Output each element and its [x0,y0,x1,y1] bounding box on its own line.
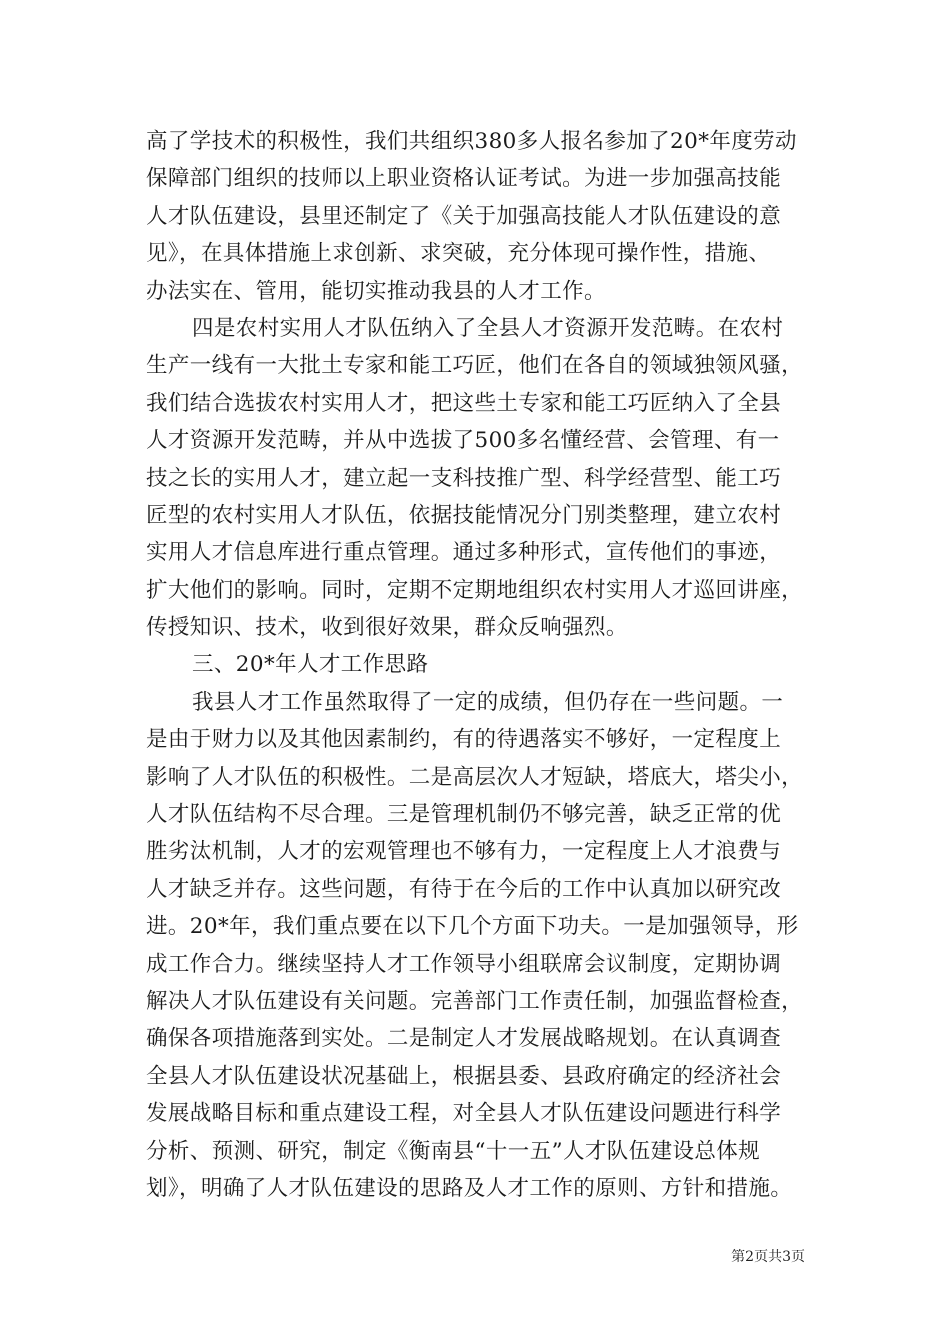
text-line: 影响了人才队伍的积极性。二是高层次人才短缺，塔底大，塔尖小， [146,764,804,790]
paragraph-start-line: 我县人才工作虽然取得了一定的成绩，但仍存在一些问题。一 [192,689,784,715]
text-line: 解决人才队伍建设有关问题。完善部门工作责任制，加强监督检查， [146,988,804,1014]
text-line: 人才缺乏并存。这些问题，有待于在今后的工作中认真加以研究改 [146,876,782,902]
text-line: 发展战略目标和重点建设工程，对全县人才队伍建设问题进行科学 [146,1101,782,1127]
text-line: 匠型的农村实用人才队伍，依据技能情况分门别类整理，建立农村 [146,502,782,528]
page-number: 第2页共3页 [731,1249,805,1265]
text-line: 分析、预测、研究，制定《衡南县“十一五”人才队伍建设总体规 [146,1138,761,1164]
text-line: 扩大他们的影响。同时，定期不定期地组织农村实用人才巡回讲座， [146,577,804,603]
text-line: 传授知识、技术，收到很好效果，群众反响强烈。 [146,615,628,641]
text-line: 我们结合选拔农村实用人才，把这些土专家和能工巧匠纳入了全县 [146,390,782,416]
text-line: 高了学技术的积极性，我们共组织380多人报名参加了20*年度劳动 [146,129,797,154]
text-line: 人才队伍建设，县里还制定了《关于加强高技能人才队伍建设的意 [146,203,782,229]
text-line: 保障部门组织的技师以上职业资格认证考试。为进一步加强高技能 [146,166,782,192]
text-line: 胜劣汰机制，人才的宏观管理也不够有力，一定程度上人才浪费与 [146,839,782,865]
text-line: 实用人才信息库进行重点管理。通过多种形式，宣传他们的事迹， [146,540,782,566]
text-line: 办法实在、管用，能切实推动我县的人才工作。 [146,278,606,304]
text-line: 技之长的实用人才，建立起一支科技推广型、科学经营型、能工巧 [146,465,782,491]
text-line: 生产一线有一大批土专家和能工巧匠，他们在各自的领域独领风骚， [146,353,804,379]
text-line: 是由于财力以及其他因素制约，有的待遇落实不够好，一定程度上 [146,727,782,753]
section-heading: 三、20*年人才工作思路 [192,652,429,678]
text-line: 确保各项措施落到实处。二是制定人才发展战略规划。在认真调查 [146,1026,782,1052]
text-line: 人才队伍结构不尽合理。三是管理机制仍不够完善，缺乏正常的优 [146,802,782,828]
paragraph-start-line: 四是农村实用人才队伍纳入了全县人才资源开发范畴。在农村 [192,315,784,341]
text-line: 全县人才队伍建设状况基础上，根据县委、县政府确定的经济社会 [146,1063,782,1089]
text-line: 划》，明确了人才队伍建设的思路及人才工作的原则、方针和措施。 [146,1175,793,1201]
text-line: 进。20*年，我们重点要在以下几个方面下功夫。一是加强领导，形 [146,914,799,940]
text-line: 见》，在具体措施上求创新、求突破，充分体现可操作性，措施、 [146,241,771,267]
text-line: 成工作合力。继续坚持人才工作领导小组联席会议制度，定期协调 [146,951,782,977]
document-body [146,123,816,1207]
text-line: 人才资源开发范畴，并从中选拔了500多名懂经营、会管理、有一 [146,428,780,454]
